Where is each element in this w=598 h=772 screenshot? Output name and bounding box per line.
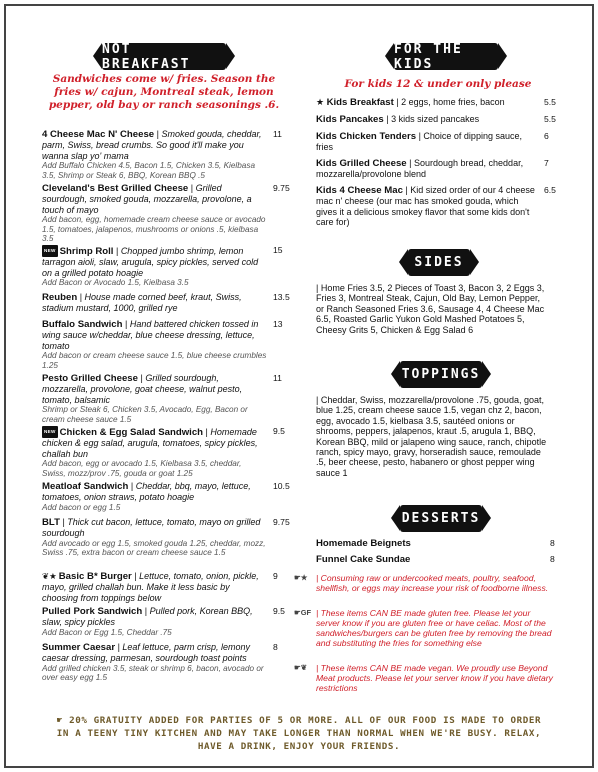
menu-item: Meatloaf Sandwich | Cheddar, bbq, mayo, lettuce, tomatoes, onion straws, potato hoagie Add bacon or egg 1.5 10.5 [42,481,290,512]
item-addons: Add bacon or cream cheese sauce 1.5, blue cheese crumbles 1.25 [42,351,267,370]
item-name: Summer Caesar [42,642,116,653]
item-desc: Grilled sourdough, smoked gouda, mozzarella, provolone, a touch of mayo [42,183,252,215]
kids-item: Kids Pancakes | 3 kids sized pancakes 5.5 [316,114,556,125]
item-name: Pulled Pork Sandwich [42,606,143,617]
item-price: 9.5 [273,426,285,436]
note-text: | Consuming raw or undercooked meats, poultry, seafood, shellfish, or eggs may increase your risk of foodborne illness. [316,573,549,593]
item-price: 11 [273,129,282,139]
kids-item: Kids 4 Cheese Mac | Kid sized order of our 4 cheese mac n' cheese (our mac has smoked gouda, which gives it a delicious smokey flavor that some kids don't care for) 6.5 [316,185,556,228]
item-desc: Smoked gouda, cheddar, parm, Swiss, bread crumbs. So good it'll make you wanna slap yo' mama [42,129,262,161]
menu-item: Pulled Pork Sandwich | Pulled pork, Korean BBQ, slaw, spicy pickles Add Bacon or Egg 1.5, Cheddar .75 9.5 [42,606,285,637]
footer-text: 20% GRATUITY ADDED FOR PARTIES OF 5 OR MORE. ALL OF OUR FOOD IS MADE TO ORDER IN A TEENY TINY KITCHEN AND MAY TAKE LONGER THAN NORMAL WHEN WE'RE BUSY. RELAX, HAVE A DRINK, ENJOY YOUR FRIENDS. [56,715,542,752]
item-name: Kids Grilled Cheese [316,158,407,169]
raw-food-warning [294,573,556,593]
item-price: 6.5 [544,185,556,195]
item-desc: Chopped jumbo shrimp, lemon tarragon aioli, slaw, arugula, spicy pickles, served cold on a grilled potato hoagie [42,246,259,278]
item-desc: Kid sized order of our 4 cheese mac n' cheese (our mac has smoked gouda, which gives it a delicious smokey flavor that some kids don't care for) [316,185,535,228]
item-name: BLT [42,517,60,528]
not-breakfast-title: NOT BREAKFAST [102,41,191,72]
pointing-hand-icon: ☛GF [294,608,312,617]
item-price: 5.5 [544,114,556,124]
item-addons: Add avocado or egg 1.5, smoked gouda 1.25, cheddar, mozz, Swiss .75, extra bacon or cream cheese sauce 1.5 [42,538,266,558]
item-desc: Sourdough bread, cheddar, mozzarella/provolone blend [316,158,524,180]
item-desc: Leaf lettuce, parm crisp, lemony caesar dressing, parmesan, sourdough toast points [42,642,250,664]
kids-subtitle: For kids 12 & under only please [344,78,532,90]
item-name: Shrimp Roll [59,246,114,257]
pointing-hand-icon: ☛ [56,715,70,726]
new-badge: NEW [42,245,58,257]
item-name: Kids Breakfast [326,97,394,108]
item-addons: Add bacon, egg or avocado 1.5, Kielbasa 3.5, cheddar, Swiss, mozz/prov .75, gouda or goat 1.25 [42,459,242,478]
star-icon: ★ [316,97,327,107]
sides-list: | Home Fries 3.5, 2 Pieces of Toast 3, Bacon 3, 2 Eggs 3, Fries 3, Montreal Steak, Cajun, Old Bay, Lemon Pepper, or Ranch Seasoned Fries 3.6, Sausage 4, 4 Cheese Mac 6.5, Roasted Garlic Yukon Gold Mashed Potatoes 5, Cheesy Grits 5, Chicken & Egg Salad 6 [316,283,545,335]
item-price: 8 [273,642,278,652]
item-price: 5.5 [544,97,556,107]
item-desc: Grilled sourdough, mozzarella, provolone, goat cheese, walnut pesto, tomato, balsamic [42,373,243,405]
desserts-title: DESSERTS [401,511,481,526]
item-price: 6 [544,131,549,141]
toppings-banner [400,361,482,388]
item-name: Kids 4 Cheese Mac [316,185,403,196]
item-name: Basic B* Burger [58,571,132,582]
toppings-list: | Cheddar, Swiss, mozzarella/provolone .75, gouda, goat, blue 1.25, cream cheese sauce 1.5, vegan chz 2, bacon, egg, avocado 1.5, kielbasa 3.5, sautéed onions or shrooms, peppers, jalapenos, kraut .5, arugula 1, BBQ, Korean BBQ, mild or jalapeno wing sauce, ranch, chipotle ranch, spicy mayo, gravy, horseradish sauce, remoulade .5, beer cheese, pesto, habanero or ghost pepper wing sauce 1 [316,395,547,478]
item-addons: Shrimp or Steak 6, Chicken 3.5, Avocado, Egg, Bacon or cream cheese sauce 1.5 [42,405,248,424]
item-desc: Homemade chicken & egg salad, arugula, tomatoes, spicy pickles, challah bun [42,427,258,459]
item-desc: Choice of dipping sauce, fries [316,131,522,153]
menu-item: Cleveland's Best Grilled Cheese | Grilled sourdough, smoked gouda, mozzarella, provolone, a touch of mayo Add bacon, egg, homemade cream cheese sauce or avocado 1.5, tomatoes, jalapenos, mushrooms or onions .5, kielbasa 3.5 9.75 [42,183,290,244]
item-addons: Add bacon, egg, homemade cream cheese sauce or avocado 1.5, tomatoes, jalapenos, mushrooms or onions .5, kielbasa 3.5 [42,215,266,244]
menu-item: ❦★ Basic B* Burger | Lettuce, tomato, onion, pickle, mayo, grilled challah bun. Make it less basic by choosing from toppings below 9 [42,571,278,603]
item-price: 13.5 [273,292,290,302]
item-name: Chicken & Egg Salad Sandwich [59,427,204,438]
item-name: Kids Pancakes [316,114,384,125]
kids-banner [394,43,498,70]
new-badge: NEW [42,426,58,438]
item-price: 15 [273,245,283,255]
item-price: 11 [273,373,282,383]
item-price: 8 [550,538,555,548]
pointing-hand-icon: ☛★ [294,573,308,582]
menu-item: Reuben | House made corned beef, kraut, Swiss, stadium mustard, 1000, grilled rye 13.5 [42,292,290,314]
not-breakfast-banner [102,43,226,70]
item-name: Reuben [42,292,78,303]
gratuity-footer [48,714,550,753]
note-text: | These items CAN BE made gluten free. Please let your server know if you are gluten free or have celiac. Most of the sandwiches/burgers can be gluten free by removing the bread and substituting the fries for something else [316,608,552,648]
kids-item: ★ Kids Breakfast | 2 eggs, home fries, bacon 5.5 [316,97,556,108]
item-price: 9.75 [273,517,290,527]
item-desc: Lettuce, tomato, onion, pickle, mayo, grilled challah bun. Make it less basic by choosing from toppings below [42,571,259,603]
item-price: 9.75 [273,183,290,193]
desserts-banner [400,505,482,532]
item-price: 7 [544,158,549,168]
item-addons: Add grilled chicken 3.5, steak or shrimp 6, bacon, avocado or over easy egg 1.5 [42,663,264,683]
kids-item: Kids Chicken Tenders | Choice of dipping sauce, fries 6 [316,131,549,153]
vegan-note [294,663,556,693]
item-price: 9.5 [273,606,285,616]
menu-item: Summer Caesar | Leaf lettuce, parm crisp, lemony caesar dressing, parmesan, sourdough toast points Add grilled chicken 3.5, steak or shrimp 6, bacon, avocado or over easy egg 1.5 8 [42,642,278,683]
item-price: 13 [273,319,283,329]
menu-item: NEW Chicken & Egg Salad Sandwich | Homemade chicken & egg salad, arugula, tomatoes, spicy pickles, challah bun Add bacon, egg or avocado 1.5, Kielbasa 3.5, cheddar, Swiss, mozz/prov .75, gouda or goat 1.25 9.5 [42,426,285,478]
kids-item: Kids Grilled Cheese | Sourdough bread, cheddar, mozzarella/provolone blend 7 [316,158,549,180]
item-name: Homemade Beignets [316,538,411,549]
item-desc: Cheddar, bbq, mayo, lettuce, tomatoes, onion straws, potato hoagie [42,481,251,503]
item-desc: Thick cut bacon, lettuce, tomato, mayo on grilled sourdough [42,517,261,539]
item-name: Pesto Grilled Cheese [42,373,138,384]
item-price: 10.5 [273,481,290,491]
menu-item: Pesto Grilled Cheese | Grilled sourdough, mozzarella, provolone, goat cheese, walnut pesto, tomato, balsamic Shrimp or Steak 6, Chicken 3.5, Avocado, Egg, Bacon or cream cheese sauce 1.5 11 [42,373,282,424]
item-addons: Add Bacon or Avocado 1.5, Kielbasa 3.5 [42,278,189,288]
gluten-free-note [294,608,556,648]
leaf-icon: ❦★ [42,571,57,581]
item-desc: 3 kids sized pancakes [391,114,480,124]
sides-banner [408,249,470,276]
item-desc: 2 eggs, home fries, bacon [401,97,505,107]
item-name: Kids Chicken Tenders [316,131,417,142]
menu-item: NEW Shrimp Roll | Chopped jumbo shrimp, lemon tarragon aioli, slaw, arugula, spicy pickles, served cold on a grilled potato hoagie Add Bacon or Avocado 1.5, Kielbasa 3.5 15 [42,245,283,288]
item-name: 4 Cheese Mac N' Cheese [42,129,155,140]
dessert-item [316,554,555,565]
not-breakfast-subtitle: Sandwiches come w/ fries. Season the fries w/ cajun, Montreal steak, lemon pepper, old bay or ranch seasonings .6. [48,73,280,111]
toppings-title: TOPPINGS [401,367,481,382]
item-name: Funnel Cake Sundae [316,554,411,565]
item-price: 8 [550,554,555,564]
menu-item: 4 Cheese Mac N' Cheese | Smoked gouda, cheddar, parm, Swiss, bread crumbs. So good it'll make you wanna slap yo' mama Add Buffalo Chicken 4.5, Bacon 1.5, Chicken 3.5, Kielbasa 3.5, Shrimp or Steak 6, BBQ, Korean BBQ .5 11 [42,129,282,180]
pointing-hand-icon: ☛❦ [294,663,308,672]
item-addons: Add bacon or egg 1.5 [42,502,121,512]
item-addons: Add Buffalo Chicken 4.5, Bacon 1.5, Chicken 3.5, Kielbasa 3.5, Shrimp or Steak 6, BBQ, Korean BBQ .5 [42,161,256,180]
item-addons: Add Bacon or Egg 1.5, Cheddar .75 [42,627,172,637]
kids-title: FOR THE KIDS [394,41,463,72]
item-desc: Pulled pork, Korean BBQ, slaw, spicy pickles [42,606,253,628]
note-text: | These items CAN BE made vegan. We proudly use Beyond Meat products. Please let your server know if you have dietary restrictions [316,663,553,693]
item-name: Meatloaf Sandwich [42,481,129,492]
menu-item: BLT | Thick cut bacon, lettuce, tomato, mayo on grilled sourdough Add avocado or egg 1.5, smoked gouda 1.25, cheddar, mozz, Swiss .75, extra bacon or cream cheese sauce 1.5 9.75 [42,517,290,558]
item-desc: House made corned beef, kraut, Swiss, stadium mustard, 1000, grilled rye [42,292,242,314]
menu-item: Buffalo Sandwich | Hand battered chicken tossed in wing sauce w/cheddar, blue cheese dressing, lettuce, tomato Add bacon or cream cheese sauce 1.5, blue cheese crumbles 1.25 13 [42,319,283,370]
item-name: Cleveland's Best Grilled Cheese [42,183,189,194]
item-name: Buffalo Sandwich [42,319,123,330]
dessert-item [316,538,555,549]
sides-title: SIDES [414,255,464,270]
item-price: 9 [273,571,278,581]
item-desc: Hand battered chicken tossed in wing sauce w/cheddar, blue cheese dressing, lettuce, tomato [42,319,259,351]
